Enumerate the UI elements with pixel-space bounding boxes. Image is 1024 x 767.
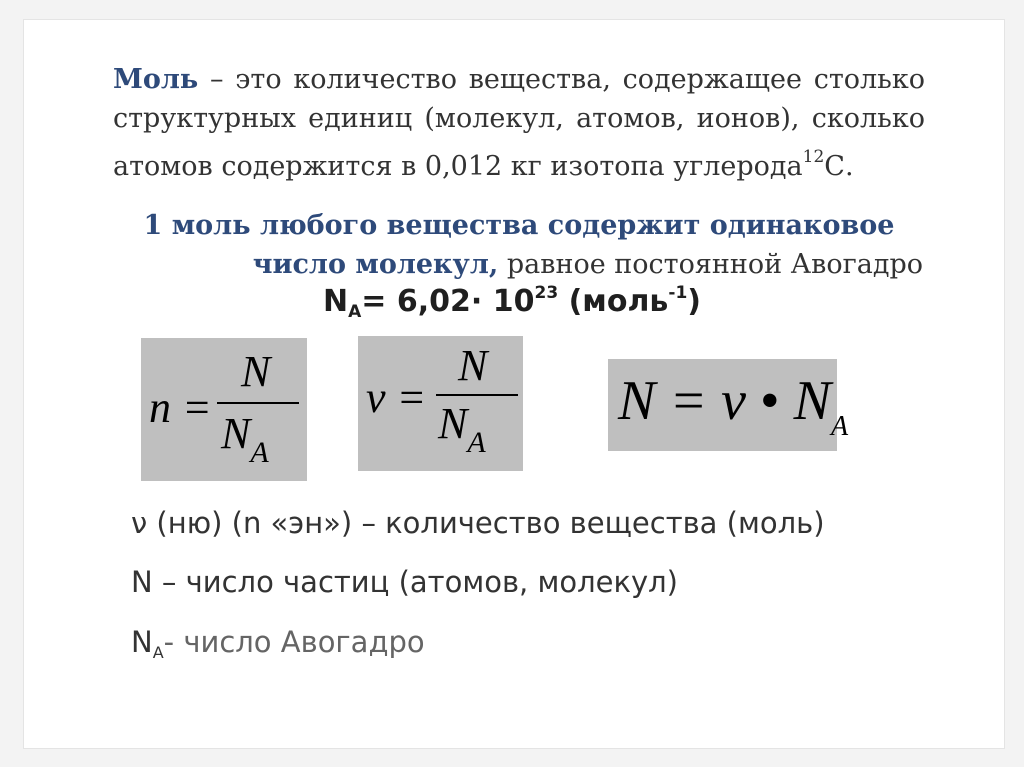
definition-NA-index: A bbox=[152, 643, 164, 662]
isotope-mass-number: 12 bbox=[802, 147, 825, 167]
mole-statement-normal-part: равное постоянной Авогадро bbox=[498, 249, 923, 280]
mole-term: Моль bbox=[113, 64, 199, 95]
formula-nu-den-symbol: N bbox=[438, 399, 468, 448]
isotope-element: С. bbox=[824, 151, 854, 182]
avogadro-symbol-index: A bbox=[348, 302, 362, 322]
mole-definition-paragraph bbox=[113, 60, 925, 186]
avogadro-exponent: 23 bbox=[534, 283, 559, 303]
definition-NA bbox=[131, 625, 951, 662]
formula-nu-numerator: N bbox=[458, 341, 488, 390]
mole-statement-line2 bbox=[113, 245, 925, 284]
formula-n-denominator bbox=[221, 408, 269, 469]
definition-N: N – число частиц (атомов, молекул) bbox=[131, 565, 678, 599]
formula-nu-denominator bbox=[438, 398, 486, 459]
formula-N-dot: • bbox=[746, 370, 794, 432]
formula-n bbox=[141, 338, 307, 481]
formula-n-numerator: N bbox=[241, 347, 271, 396]
avogadro-unit-exponent: -1 bbox=[668, 283, 688, 303]
formula-nu-den-index: A bbox=[467, 426, 486, 459]
avogadro-symbol: N bbox=[323, 284, 349, 319]
avogadro-value: = 6,02· 10 bbox=[361, 284, 535, 319]
avogadro-unit-open: (моль bbox=[558, 284, 669, 319]
formula-N-left: N = ν bbox=[618, 370, 746, 432]
mole-statement-paragraph bbox=[113, 206, 925, 284]
formula-n-den-index: A bbox=[250, 436, 269, 469]
definition-NA-text: - число Авогадро bbox=[163, 625, 425, 659]
formula-nu-fraction-bar bbox=[436, 394, 518, 396]
mole-definition-text: – это количество вещества, содержащее столько структурных единиц (молекул, атомов, ионов), сколько атомов содержится в 0,012 кг изотопа углерода bbox=[113, 64, 925, 182]
definition-nu: ν (ню) (n «эн») – количество вещества (моль) bbox=[131, 506, 825, 540]
formula-n-fraction-bar bbox=[217, 402, 299, 404]
formula-nu-lhs: ν = bbox=[366, 373, 427, 422]
mole-statement-bold-part: число молекул, bbox=[252, 249, 499, 280]
formula-nu bbox=[358, 336, 523, 471]
avogadro-constant bbox=[0, 283, 1024, 322]
formula-N-expression bbox=[618, 369, 849, 442]
formula-N-right-symbol: N bbox=[793, 370, 831, 432]
formula-N-right-index: A bbox=[830, 411, 849, 442]
formula-n-lhs: n = bbox=[149, 383, 212, 432]
formula-N bbox=[608, 359, 849, 451]
formula-n-den-symbol: N bbox=[221, 409, 251, 458]
avogadro-unit-close: ) bbox=[687, 284, 701, 319]
mole-statement-bold: 1 моль любого вещества содержит одинаковое bbox=[143, 210, 895, 241]
definition-NA-symbol: N bbox=[131, 625, 153, 659]
